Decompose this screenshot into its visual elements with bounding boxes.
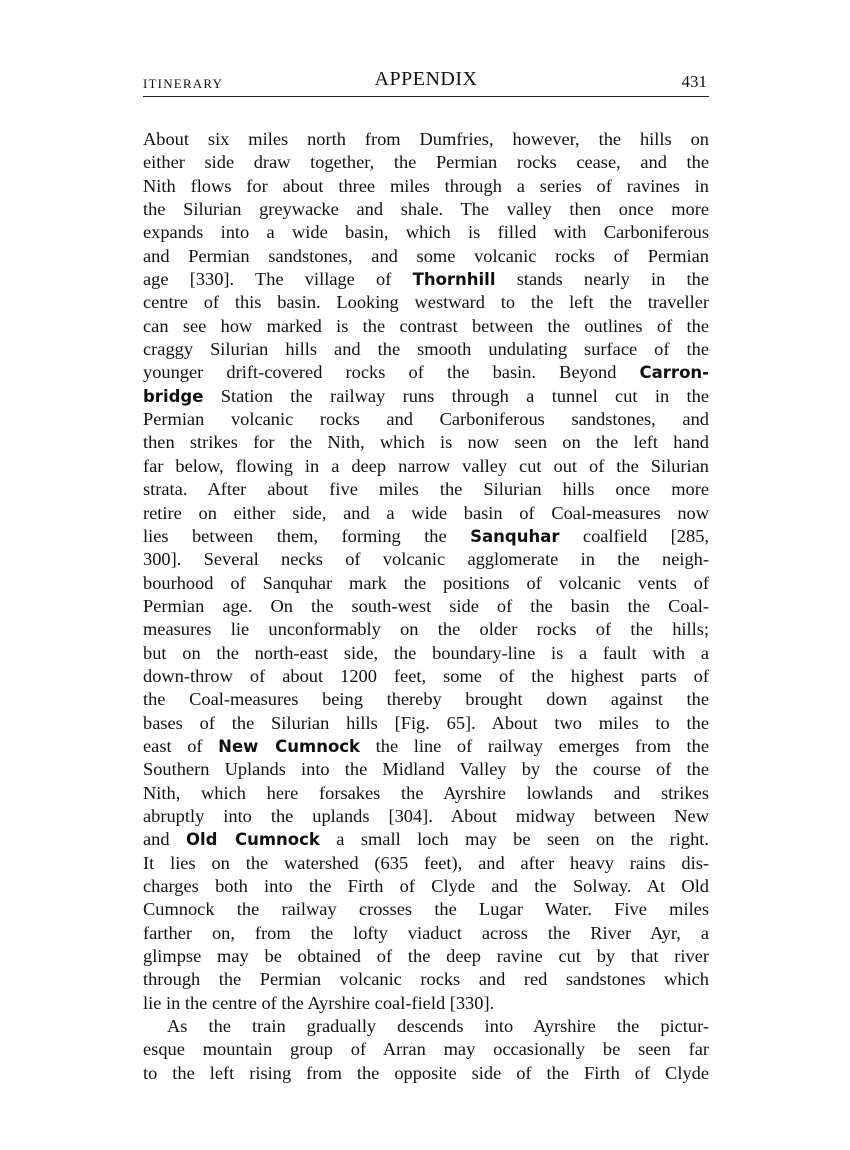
text-line [143, 245, 709, 268]
text-run: Nith, which here forsakes the Ayrshire lowlands and strikes [143, 782, 709, 803]
text-line [143, 642, 709, 665]
text-run: but on the north-east side, the boundary-line is a fault with a [143, 642, 709, 663]
text-run: Station the railway runs through a tunnel cut in the [203, 385, 709, 406]
text-run: expands into a wide basin, which is filled with Carboniferous [143, 222, 709, 243]
page-number: 431 [681, 72, 707, 91]
text-line [143, 385, 709, 408]
text-run: then strikes for the Nith, which is now seen on the left hand [143, 432, 709, 453]
body-text [143, 128, 709, 1085]
text-run: and [143, 829, 186, 850]
text-run: and Permian sandstones, and some volcanic rocks of Permian [143, 245, 709, 266]
text-run: Southern Uplands into the Midland Valley by the course of the [143, 759, 709, 780]
text-line [143, 875, 709, 898]
text-run: down-throw of about 1200 feet, some of the highest parts of [143, 665, 709, 686]
text-run: far below, flowing in a deep narrow valley cut out of the Silurian [143, 455, 709, 476]
text-run: Cumnock the railway crosses the Lugar Water. Five miles [143, 899, 709, 920]
text-line [143, 688, 709, 711]
text-line [143, 431, 709, 454]
text-run: through the Permian volcanic rocks and red sandstones which [143, 969, 709, 990]
text-line [143, 595, 709, 618]
text-line [143, 758, 709, 781]
text-line [143, 525, 709, 548]
text-run: lies between them, forming the [143, 525, 471, 546]
text-run: the Coal-measures being thereby brought down against the [143, 689, 709, 710]
text-run: craggy Silurian hills and the smooth undulating surface of the [143, 339, 709, 360]
running-header [143, 66, 709, 97]
text-line [143, 478, 709, 501]
text-line [143, 548, 709, 571]
text-run: to the left rising from the opposite side of the Firth of Clyde [143, 1062, 709, 1083]
text-line [143, 455, 709, 478]
text-line [143, 922, 709, 945]
running-head-title: APPENDIX [374, 68, 478, 90]
text-line [143, 828, 709, 851]
text-line [143, 992, 709, 1015]
text-line [143, 315, 709, 338]
text-line [143, 712, 709, 735]
bold-place-name: New Cumnock [218, 736, 361, 756]
text-line [143, 618, 709, 641]
text-line [143, 572, 709, 595]
text-line [143, 665, 709, 688]
text-run: charges both into the Firth of Clyde and the Solway. At Old [143, 876, 709, 896]
text-run: measures lie unconformably on the older rocks of the hills; [143, 619, 709, 640]
text-run: stands nearly in the [495, 269, 709, 290]
text-line [143, 151, 709, 174]
text-run: younger drift-covered rocks of the basin. Beyond [143, 362, 640, 383]
text-line [143, 805, 709, 828]
text-run: Permian age. On the south-west side of the basin the Coal- [143, 595, 709, 616]
text-line [143, 1038, 709, 1061]
text-line [143, 1015, 709, 1038]
text-line [143, 852, 709, 875]
bold-place-name: Carron- [639, 363, 709, 383]
text-line [143, 408, 709, 431]
text-line [143, 968, 709, 991]
bold-place-name: Old Cumnock [185, 830, 320, 850]
text-run: As the train gradually descends into Ayrshire the pictur- [167, 1016, 709, 1037]
text-line [143, 898, 709, 921]
text-line [143, 198, 709, 221]
text-run: coalfield [285, [559, 525, 709, 546]
text-run: a small loch may be seen on the right. [319, 829, 709, 850]
text-run: It lies on the watershed (635 feet), and after heavy rains dis- [143, 852, 709, 873]
text-line [143, 268, 709, 291]
text-line [143, 945, 709, 968]
text-run: Nith flows for about three miles through a series of ravines in [143, 175, 709, 196]
text-line [143, 361, 709, 384]
text-run: can see how marked is the contrast between the outlines of the [143, 315, 709, 336]
text-line [143, 735, 709, 758]
text-run: the line of railway emerges from the [360, 735, 709, 756]
text-run: lie in the centre of the Ayrshire coal-field [330]. [143, 992, 495, 1013]
text-line [143, 338, 709, 361]
text-line [143, 502, 709, 525]
text-run: abruptly into the uplands [304]. About midway between New [143, 805, 709, 826]
text-run: bases of the Silurian hills [Fig. 65]. About two miles to the [143, 712, 709, 733]
text-run: esque mountain group of Arran may occasionally be seen far [143, 1039, 709, 1060]
text-run: east of [143, 735, 219, 756]
text-line [143, 291, 709, 314]
text-run: bourhood of Sanquhar mark the positions of volcanic vents of [143, 572, 709, 593]
text-run: 300]. Several necks of volcanic agglomerate in the neigh- [143, 549, 709, 570]
text-run: About six miles north from Dumfries, however, the hills on [143, 129, 709, 149]
text-run: farther on, from the lofty viaduct across the River Ayr, a [143, 922, 709, 943]
bold-place-name: Thornhill [412, 270, 496, 290]
text-run: the Silurian greywacke and shale. The valley then once more [143, 199, 709, 220]
bold-place-name: bridge [143, 386, 204, 406]
text-run: either side draw together, the Permian rocks cease, and the [143, 152, 709, 173]
running-head-section: ITINERARY [143, 76, 224, 91]
text-line [143, 175, 709, 198]
text-line [143, 1062, 709, 1085]
bold-place-name: Sanquhar [470, 526, 560, 546]
text-line [143, 782, 709, 805]
text-run: glimpse may be obtained of the deep ravine cut by that river [143, 946, 709, 967]
text-run: centre of this basin. Looking westward to the left the traveller [143, 292, 709, 313]
text-run: retire on either side, and a wide basin of Coal-measures now [143, 502, 709, 523]
text-run: Permian volcanic rocks and Carboniferous sandstones, and [143, 409, 709, 430]
text-line [143, 221, 709, 244]
text-run: age [330]. The village of [143, 269, 413, 290]
text-line [143, 128, 709, 151]
text-run: strata. After about five miles the Silurian hills once more [143, 479, 709, 500]
